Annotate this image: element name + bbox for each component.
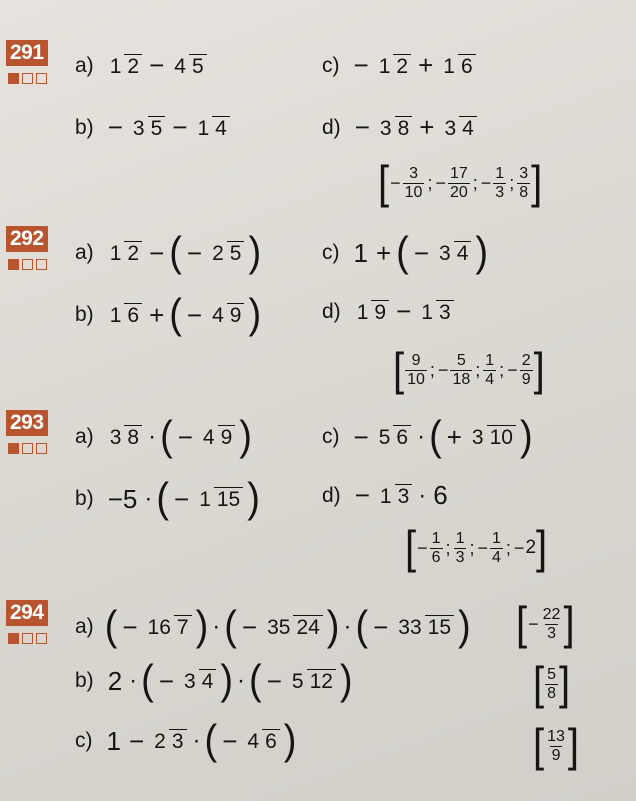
right-parenthesis: ) [220, 657, 234, 705]
difficulty-square-empty [36, 259, 47, 270]
answer-sign: − [528, 613, 539, 634]
answer-separator: ; [427, 172, 433, 193]
numerator: 13 [547, 727, 565, 745]
operator: − [353, 50, 369, 80]
numerator: 1 [109, 304, 122, 327]
exercise-header [6, 40, 62, 86]
exercise-item [322, 413, 534, 461]
numerator: 2 [154, 730, 166, 753]
answer-separator: ; [469, 537, 475, 558]
denominator: 10 [407, 370, 425, 388]
difficulty-square-empty [36, 443, 47, 454]
difficulty-square-empty [36, 633, 47, 644]
difficulty-indicator [8, 443, 62, 456]
denominator: 9 [521, 370, 531, 388]
fraction [209, 239, 244, 267]
denominator: 3 [395, 484, 413, 509]
exercise-item [75, 603, 472, 651]
numerator: 1 [379, 484, 392, 508]
denominator: 3 [436, 300, 454, 325]
answer-key [533, 720, 580, 772]
answer-sign: − [417, 537, 428, 558]
operator: + [375, 237, 392, 268]
item-label: b) [75, 115, 94, 139]
operator: − [353, 421, 369, 452]
operator: − [122, 611, 138, 642]
exercise-item [322, 229, 489, 277]
denominator: 3 [495, 183, 505, 201]
exercise-item [75, 112, 233, 143]
left-parenthesis: ( [169, 229, 182, 277]
answer-key [405, 522, 548, 574]
operator: + [149, 299, 165, 330]
answer-fraction [403, 165, 425, 202]
exercise-item [75, 717, 297, 765]
item-label: c) [75, 729, 93, 752]
denominator: 3 [455, 548, 465, 566]
answer-fraction [454, 530, 467, 567]
exercise-number-badge: 292 [6, 226, 48, 252]
item-label: a) [75, 425, 94, 448]
denominator: 9 [227, 303, 245, 328]
multiply-dot: · [343, 613, 352, 640]
item-label: d) [322, 115, 341, 139]
denominator: 10 [404, 183, 423, 201]
item-label: c) [322, 425, 340, 448]
item-label: a) [75, 241, 94, 264]
right-parenthesis: ) [475, 229, 489, 277]
operator: − [172, 112, 188, 142]
numerator: 3 [439, 242, 451, 265]
denominator: 4 [492, 548, 501, 566]
numerator: 3 [184, 670, 196, 693]
difficulty-square-filled [8, 633, 19, 644]
denominator: 9 [371, 300, 389, 325]
difficulty-indicator [8, 259, 62, 272]
numerator: 3 [471, 426, 484, 449]
difficulty-square-filled [8, 73, 19, 84]
integer: 1 [353, 237, 368, 268]
denominator: 8 [519, 183, 529, 201]
numerator: 5 [291, 670, 304, 693]
operator: − [107, 112, 123, 142]
right-parenthesis: ) [239, 413, 252, 461]
left-parenthesis: ( [429, 413, 442, 461]
operator: − [241, 611, 258, 642]
fraction [418, 298, 453, 326]
denominator: 3 [169, 729, 187, 754]
multiply-dot: · [148, 423, 157, 450]
integer: −5 [107, 483, 138, 514]
math-expression [350, 413, 534, 461]
math-expression [104, 603, 472, 651]
fraction [264, 613, 323, 641]
answer-sign: − [513, 537, 525, 558]
denominator: 6 [431, 548, 441, 566]
numerator: 33 [398, 616, 422, 639]
multiply-dot: · [212, 613, 221, 640]
right-parenthesis: ) [339, 657, 353, 705]
exercise-header [6, 410, 62, 456]
left-parenthesis: ( [104, 603, 118, 651]
answer-separator: ; [472, 172, 478, 193]
answer-fraction [541, 606, 563, 643]
fraction [145, 613, 192, 641]
denominator: 10 [487, 425, 516, 450]
math-expression [350, 229, 490, 277]
left-parenthesis: ( [160, 413, 173, 461]
denominator: 6 [393, 425, 411, 450]
operator: − [413, 237, 429, 268]
fraction [181, 667, 216, 695]
item-label: c) [322, 53, 340, 77]
multiply-dot: · [144, 485, 153, 512]
operator: − [266, 665, 282, 696]
numerator: 1 [485, 351, 495, 369]
numerator: 22 [542, 605, 561, 623]
item-label: c) [322, 241, 340, 264]
answer-sign: − [477, 537, 488, 558]
math-expression [104, 112, 233, 143]
right-parenthesis: ) [248, 229, 262, 277]
answer-separator: ; [505, 537, 511, 558]
fraction [130, 114, 165, 142]
fraction [289, 667, 336, 695]
operator: − [186, 237, 203, 268]
exercise-item [322, 296, 457, 327]
exercise-item [75, 657, 354, 705]
answer-separator: ; [475, 359, 481, 380]
fraction [441, 114, 476, 142]
math-expression [351, 112, 480, 143]
operator: − [149, 237, 165, 268]
exercise-item [322, 112, 480, 143]
fraction [200, 423, 235, 451]
operator: − [186, 299, 203, 330]
difficulty-square-empty [36, 73, 47, 84]
multiply-dot: · [237, 667, 246, 694]
fraction [440, 52, 475, 80]
answer-sign: − [507, 359, 518, 380]
difficulty-square-filled [8, 259, 19, 270]
exercise-item [75, 475, 261, 523]
fraction [376, 423, 411, 451]
right-parenthesis: ) [326, 603, 340, 651]
answer-separator: ; [509, 172, 515, 193]
right-parenthesis: ) [195, 603, 209, 651]
left-parenthesis: ( [204, 717, 218, 765]
left-parenthesis: ( [141, 657, 154, 705]
left-parenthesis: ( [396, 229, 409, 277]
numerator: 4 [247, 730, 260, 753]
fraction [469, 423, 516, 451]
fraction [377, 114, 412, 142]
numerator: 16 [147, 616, 171, 639]
answer-left-bracket: [ [516, 598, 528, 650]
answer-right-bracket: ] [536, 522, 548, 574]
denominator: 5 [148, 116, 166, 141]
numerator: 1 [356, 300, 369, 324]
denominator: 2 [124, 241, 142, 266]
numerator: 1 [443, 54, 455, 78]
denominator: 4 [199, 669, 217, 694]
denominator: 8 [395, 116, 413, 141]
operator: − [354, 112, 370, 142]
denominator: 4 [454, 241, 472, 266]
left-parenthesis: ( [156, 475, 169, 523]
integer: 6 [433, 480, 448, 510]
numerator: 1 [109, 242, 122, 265]
operator: − [149, 50, 165, 80]
multiply-dot: · [417, 423, 426, 450]
operator: − [177, 421, 193, 452]
math-expression [351, 480, 452, 511]
fraction [354, 298, 389, 326]
answer-fraction [430, 530, 443, 567]
numerator: 3 [379, 116, 392, 140]
answer-right-bracket: ] [559, 658, 571, 710]
item-label: d) [322, 299, 341, 323]
answer-fraction [520, 352, 533, 389]
exercise-item [75, 413, 253, 461]
item-label: d) [322, 483, 341, 507]
item-label: a) [75, 53, 94, 77]
numerator: 5 [456, 351, 466, 369]
exercise-item [322, 50, 479, 81]
denominator: 15 [425, 615, 454, 640]
answer-key [393, 344, 545, 396]
exercise-item [75, 50, 210, 81]
fraction [244, 727, 279, 755]
denominator: 6 [262, 729, 280, 754]
denominator: 15 [214, 487, 243, 512]
numerator: 2 [212, 242, 224, 265]
left-parenthesis: ( [249, 657, 262, 705]
operator: − [222, 725, 238, 756]
operator: − [174, 483, 190, 514]
denominator: 5 [189, 54, 207, 79]
answer-fraction [405, 352, 427, 389]
denominator: 9 [218, 425, 236, 450]
math-expression [104, 50, 210, 81]
numerator: 1 [199, 488, 211, 511]
denominator: 18 [452, 370, 471, 388]
operator: − [396, 296, 412, 326]
numerator: 1 [492, 529, 501, 547]
math-expression [104, 657, 354, 705]
answer-left-bracket: [ [405, 522, 417, 574]
multiply-dot: · [418, 481, 427, 509]
answer-right-bracket: ] [567, 720, 580, 772]
multiply-dot: · [129, 667, 138, 694]
numerator: 3 [132, 116, 145, 140]
fraction [194, 114, 229, 142]
answer-fraction [448, 165, 470, 202]
difficulty-square-empty [22, 73, 33, 84]
math-expression [104, 475, 261, 523]
answer-fraction [450, 352, 472, 389]
math-expression [104, 229, 262, 277]
numerator: 4 [202, 426, 215, 449]
exercise-item [322, 480, 452, 511]
denominator: 8 [547, 684, 557, 702]
operator: − [373, 611, 389, 642]
numerator: 4 [174, 54, 186, 78]
fraction [107, 52, 142, 80]
integer: 1 [106, 725, 121, 756]
answer-right-bracket: ] [533, 344, 545, 396]
math-expression [104, 413, 253, 461]
right-parenthesis: ) [458, 603, 471, 651]
answer-key [533, 658, 571, 710]
operator: + [418, 50, 434, 80]
numerator: 1 [455, 529, 465, 547]
fraction [171, 52, 206, 80]
item-label: b) [75, 669, 94, 692]
answer-key [516, 598, 575, 650]
fraction [376, 52, 411, 80]
answer-fraction [545, 666, 558, 703]
answer-fraction [483, 352, 496, 389]
denominator: 7 [174, 615, 192, 640]
operator: − [128, 725, 145, 756]
operator: + [419, 112, 435, 142]
answer-key [378, 157, 543, 209]
operator: − [354, 480, 370, 510]
difficulty-indicator [8, 633, 62, 646]
answer-left-bracket: [ [378, 157, 390, 209]
answer-right-bracket: ] [563, 598, 575, 650]
difficulty-square-empty [22, 259, 33, 270]
denominator: 3 [547, 624, 556, 642]
numerator: 2 [521, 351, 531, 369]
answer-sign: − [390, 172, 401, 193]
left-parenthesis: ( [224, 603, 237, 651]
item-label: a) [75, 615, 94, 638]
item-label: b) [75, 487, 94, 510]
answer-sign: − [435, 172, 446, 193]
fraction [209, 301, 244, 329]
exercise-number-badge: 293 [6, 410, 48, 436]
item-label: b) [75, 303, 94, 326]
numerator: 3 [519, 164, 529, 182]
numerator: 3 [409, 164, 418, 182]
fraction [107, 301, 142, 329]
answer-right-bracket: ] [531, 157, 543, 209]
answer-separator: ; [499, 359, 505, 380]
numerator: 17 [449, 164, 468, 182]
answer-fraction [493, 165, 506, 202]
math-expression [351, 296, 457, 327]
numerator: 1 [378, 54, 391, 78]
fraction [107, 239, 142, 267]
denominator: 4 [459, 116, 477, 141]
multiply-dot: · [192, 727, 201, 754]
answer-fraction [517, 165, 530, 202]
difficulty-square-empty [22, 633, 33, 644]
operator: − [158, 665, 174, 696]
math-expression [350, 50, 479, 81]
right-parenthesis: ) [248, 291, 262, 339]
numerator: 4 [212, 304, 224, 327]
exercise-number-badge: 294 [6, 600, 48, 626]
denominator: 2 [124, 54, 142, 79]
denominator: 8 [124, 425, 142, 450]
numerator: 5 [378, 426, 391, 449]
numerator: 1 [431, 529, 441, 547]
integer: 2 [107, 665, 123, 696]
denominator: 20 [449, 183, 468, 201]
answer-left-bracket: [ [533, 720, 545, 772]
denominator: 6 [124, 303, 142, 328]
numerator: 5 [547, 665, 557, 683]
fraction [196, 485, 243, 513]
denominator: 4 [485, 370, 495, 388]
answer-left-bracket: [ [393, 344, 405, 396]
exercise-header [6, 600, 62, 646]
exercise-header [6, 226, 62, 272]
fraction [377, 482, 412, 510]
fraction [395, 613, 454, 641]
numerator: 3 [444, 116, 457, 140]
answer-left-bracket: [ [533, 658, 545, 710]
answer-integer: 2 [525, 537, 537, 558]
exercise-item [75, 229, 262, 277]
numerator: 9 [411, 351, 421, 369]
numerator: 1 [197, 116, 210, 140]
denominator: 9 [551, 746, 561, 764]
numerator: 35 [267, 616, 291, 639]
numerator: 3 [109, 426, 122, 449]
math-expression [103, 717, 298, 765]
denominator: 12 [307, 669, 336, 694]
fraction [107, 423, 142, 451]
denominator: 5 [227, 241, 245, 266]
difficulty-square-empty [22, 443, 33, 454]
left-parenthesis: ( [169, 291, 182, 339]
denominator: 24 [293, 615, 322, 640]
numerator: 1 [495, 164, 505, 182]
difficulty-indicator [8, 73, 62, 86]
answer-fraction [545, 728, 567, 765]
answer-fraction [490, 530, 503, 567]
left-parenthesis: ( [355, 603, 369, 651]
answer-separator: ; [445, 537, 451, 558]
exercise-item [75, 291, 262, 339]
denominator: 2 [393, 54, 411, 79]
right-parenthesis: ) [283, 717, 297, 765]
difficulty-square-filled [8, 443, 19, 454]
denominator: 4 [212, 116, 230, 141]
exercise-number-badge: 291 [6, 40, 48, 66]
operator: + [446, 421, 462, 452]
fraction [151, 727, 186, 755]
answer-separator: ; [429, 359, 435, 380]
answer-sign: − [480, 172, 492, 193]
answer-sign: − [437, 359, 449, 380]
right-parenthesis: ) [247, 475, 260, 523]
math-expression [104, 291, 262, 339]
numerator: 1 [109, 54, 122, 78]
denominator: 6 [458, 54, 476, 79]
fraction [436, 239, 471, 267]
right-parenthesis: ) [519, 413, 533, 461]
numerator: 1 [421, 300, 433, 324]
